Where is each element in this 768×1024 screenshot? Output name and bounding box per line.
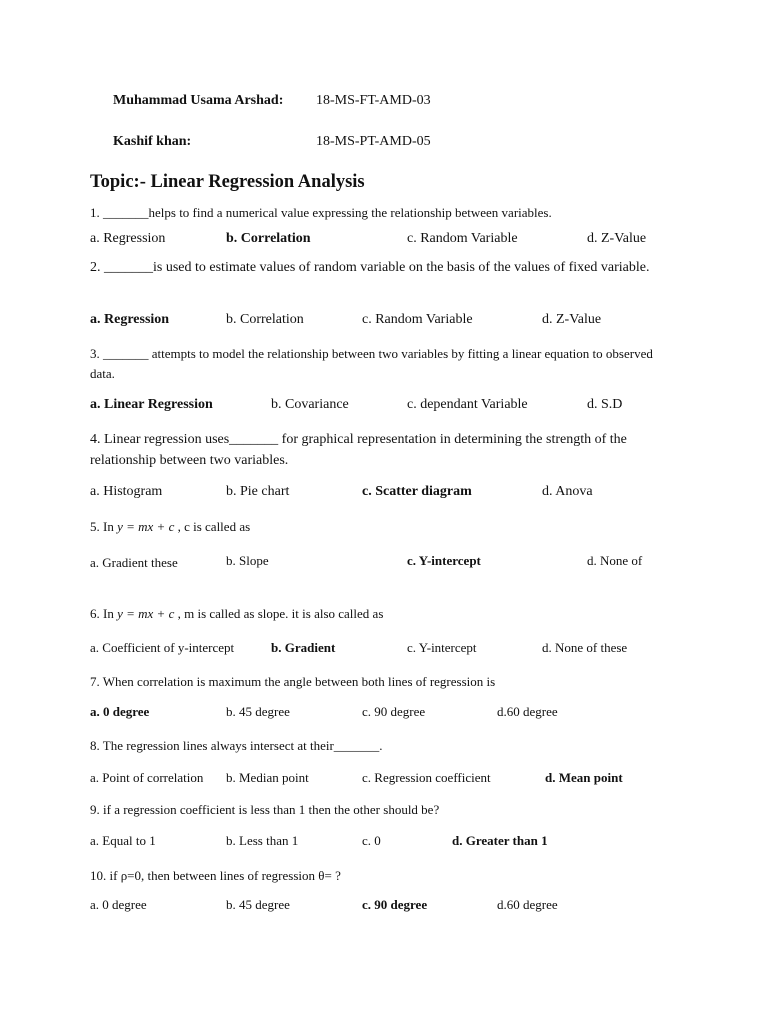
q7-option-c: c. 90 degree [362,704,426,719]
q5-option-d: d. None of [587,553,643,568]
q8-option-b: b. Median point [226,770,309,785]
q1-option-d: d. Z-Value [587,231,647,246]
q5-option-a: a. Gradient these [90,555,178,570]
q5-equation: y = mx + c [117,519,175,534]
q9-option-a: a. Equal to 1 [90,833,156,848]
q9-option-d: d. Greater than 1 [452,833,548,848]
question-6 [90,604,680,624]
q6-suffix: , m is called as slope. it is also called as [174,606,384,621]
q7-option-a: a. 0 degree [90,704,150,719]
q3-option-b: b. Covariance [271,397,349,412]
q2-option-b: b. Correlation [226,312,304,327]
q4-option-c: c. Scatter diagram [362,484,472,499]
q10-option-a: a. 0 degree [90,897,147,912]
q6-option-d: d. None of these [542,640,628,655]
question-10: 10. if ρ=0, then between lines of regression θ= ? [90,868,341,883]
q4-option-b: b. Pie chart [226,484,290,499]
q1-option-a: a. Regression [90,231,166,246]
q4-option-a: a. Histogram [90,484,163,499]
q6-prefix: 6. In [90,606,118,621]
question-4: 4. Linear regression uses_______ for graphical representation in determining the strength of the relationship between two variables. [90,432,627,468]
q7-option-d: d.60 degree [497,704,558,719]
q6-option-c: c. Y-intercept [407,640,477,655]
q10-option-b: b. 45 degree [226,897,290,912]
q5-prefix: 5. In [90,519,118,534]
q5-option-b: b. Slope [226,553,269,568]
q1-option-b: b. Correlation [226,231,311,246]
q4-option-d: d. Anova [542,484,593,499]
q3-option-a: a. Linear Regression [90,397,213,412]
q6-option-b: b. Gradient [271,640,336,655]
author-id-1: 18-MS-FT-AMD-03 [316,93,431,108]
q3-option-c: c. dependant Variable [407,397,528,412]
q8-option-c: c. Regression coefficient [362,770,491,785]
q1-option-c: c. Random Variable [407,231,518,246]
q10-option-d: d.60 degree [497,897,558,912]
q6-option-a: a. Coefficient of y-intercept [90,640,235,655]
question-2: 2. _______is used to estimate values of random variable on the basis of the values of fixed variable. [90,260,650,275]
author-name-text: Kashif khan: [113,134,192,149]
question-7: 7. When correlation is maximum the angle between both lines of regression is [90,674,496,689]
question-8: 8. The regression lines always intersect at their_______. [90,738,383,753]
q8-option-d: d. Mean point [545,770,623,785]
question-1: 1. _______helps to find a numerical value expressing the relationship between variables. [90,205,552,220]
q2-option-d: d. Z-Value [542,312,602,327]
author-id-2: 18-MS-PT-AMD-05 [316,134,431,149]
q3-option-d: d. S.D [587,397,623,412]
q5-option-c: c. Y-intercept [407,553,481,568]
q10-option-c: c. 90 degree [362,897,428,912]
question-3: 3. _______ attempts to model the relationship between two variables by fitting a linear equation to observed data. [90,346,653,381]
author-name-text: Muhammad Usama Arshad: [113,93,284,108]
q9-option-b: b. Less than 1 [226,833,299,848]
q7-option-b: b. 45 degree [226,704,290,719]
author-name-2 [113,134,191,150]
q2-option-a: a. Regression [90,312,170,327]
topic-heading: Topic:- Linear Regression Analysis [90,172,365,192]
q5-suffix: , c is called as [174,519,251,534]
q9-option-c: c. 0 [362,833,381,848]
question-9: 9. if a regression coefficient is less than 1 then the other should be? [90,802,440,817]
q6-equation: y = mx + c [117,606,175,621]
question-5 [90,517,680,537]
q8-option-a: a. Point of correlation [90,770,204,785]
q2-option-c: c. Random Variable [362,312,473,327]
author-name-1 [113,93,283,109]
